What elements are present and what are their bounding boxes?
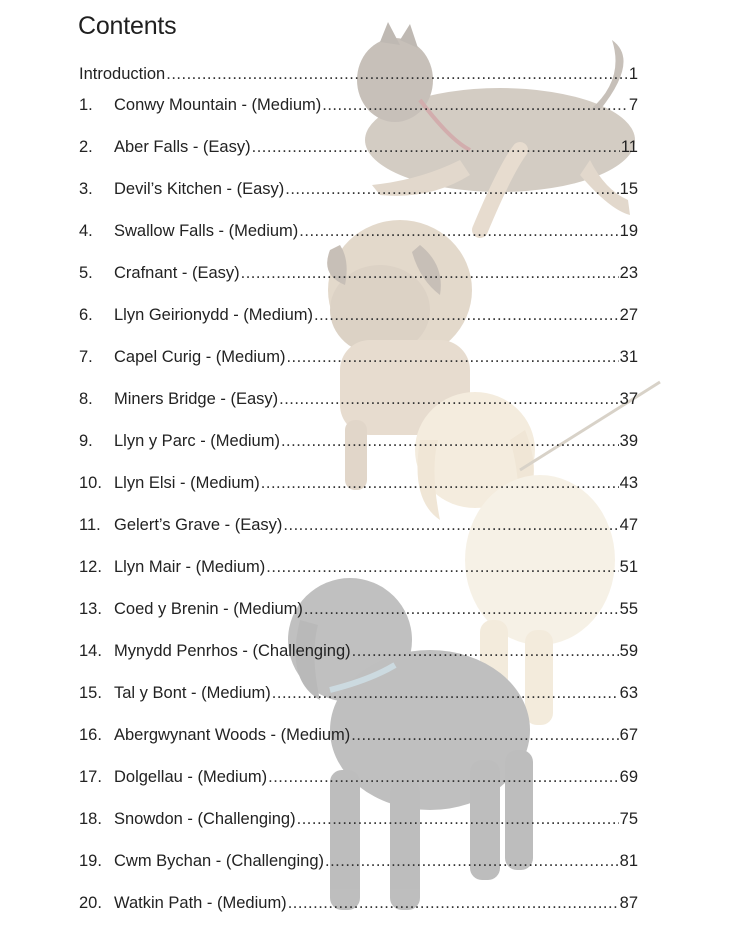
toc-entry-title: Gelert’s Grave - (Easy) — [114, 516, 283, 534]
toc-entry-title: Conwy Mountain - (Medium) — [114, 96, 322, 114]
toc-leader-dots — [351, 723, 618, 747]
toc-entry-number: 19. — [79, 852, 102, 870]
toc-entry-page: 27 — [619, 306, 638, 324]
toc-entry[interactable] — [79, 387, 638, 429]
toc-entry-number: 9. — [79, 432, 93, 450]
toc-entry-page: 55 — [619, 600, 638, 618]
toc-leader-dots — [352, 639, 619, 663]
toc-entry[interactable] — [79, 891, 638, 933]
toc-entry-number: 20. — [79, 894, 102, 912]
toc-entry-page: 15 — [619, 180, 638, 198]
toc-entry[interactable] — [79, 807, 638, 849]
toc-entry-page: 67 — [619, 726, 638, 744]
toc-entry[interactable] — [79, 261, 638, 303]
toc-entry-title: Dolgellau - (Medium) — [114, 768, 268, 786]
toc-entry-page: 19 — [619, 222, 638, 240]
toc-entry[interactable] — [79, 681, 638, 723]
toc-leader-dots — [272, 681, 619, 705]
toc-entry-title: Watkin Path - (Medium) — [114, 894, 287, 912]
table-of-contents — [79, 62, 638, 933]
toc-entry[interactable] — [79, 471, 638, 513]
toc-leader-dots — [297, 807, 619, 831]
toc-entry-title: Mynydd Penrhos - (Challenging) — [114, 642, 351, 660]
toc-entry-title: Capel Curig - (Medium) — [114, 348, 286, 366]
toc-leader-dots — [279, 387, 619, 411]
toc-entry-title: Devil’s Kitchen - (Easy) — [114, 180, 285, 198]
toc-entry-number: 8. — [79, 390, 93, 408]
toc-entry-number: 7. — [79, 348, 93, 366]
toc-entry-page: 23 — [619, 264, 638, 282]
toc-leader-dots — [286, 345, 618, 369]
toc-leader-dots — [261, 471, 619, 495]
toc-entry-number: 4. — [79, 222, 93, 240]
toc-entry-page: 69 — [619, 768, 638, 786]
toc-leader-dots — [268, 765, 619, 789]
toc-entry-title: Miners Bridge - (Easy) — [114, 390, 279, 408]
toc-leader-dots — [299, 219, 618, 243]
toc-leader-dots — [266, 555, 618, 579]
toc-entry-title: Llyn Geirionydd - (Medium) — [114, 306, 313, 324]
toc-entry-title: Tal y Bont - (Medium) — [114, 684, 271, 702]
toc-entry-number: 1. — [79, 96, 93, 114]
toc-entry-title: Llyn Elsi - (Medium) — [114, 474, 260, 492]
toc-entry-page: 47 — [619, 516, 638, 534]
toc-entry-number: 3. — [79, 180, 93, 198]
toc-entry-title: Llyn y Parc - (Medium) — [114, 432, 280, 450]
toc-leader-dots — [166, 62, 628, 86]
toc-entry-title: Llyn Mair - (Medium) — [114, 558, 266, 576]
toc-entry-page: 11 — [620, 138, 638, 156]
toc-leader-dots — [304, 597, 619, 621]
toc-entry-title: Swallow Falls - (Medium) — [114, 222, 299, 240]
toc-entry-page: 1 — [628, 65, 638, 83]
toc-entry-page: 75 — [619, 810, 638, 828]
toc-entry-number: 15. — [79, 684, 102, 702]
toc-entry[interactable] — [79, 345, 638, 387]
toc-entry-number: 18. — [79, 810, 102, 828]
toc-leader-dots — [281, 429, 619, 453]
toc-entry-number: 6. — [79, 306, 93, 324]
toc-entry-title: Abergwynant Woods - (Medium) — [114, 726, 351, 744]
toc-entry[interactable] — [79, 723, 638, 765]
toc-entry-number: 5. — [79, 264, 93, 282]
toc-entry-number: 12. — [79, 558, 102, 576]
toc-entry-number: 2. — [79, 138, 93, 156]
toc-entry[interactable] — [79, 555, 638, 597]
toc-entry-page: 7 — [628, 96, 638, 114]
toc-entry-page: 43 — [619, 474, 638, 492]
toc-leader-dots — [241, 261, 619, 285]
toc-entry-title: Snowdon - (Challenging) — [114, 810, 296, 828]
toc-entry-introduction[interactable] — [79, 62, 638, 86]
page-title: Contents — [78, 12, 177, 40]
toc-entry[interactable] — [79, 513, 638, 555]
toc-entry-title: Aber Falls - (Easy) — [114, 138, 251, 156]
toc-leader-dots — [314, 303, 619, 327]
toc-entry-page: 59 — [619, 642, 638, 660]
toc-entry[interactable] — [79, 303, 638, 345]
toc-entry[interactable] — [79, 135, 638, 177]
toc-entry[interactable] — [79, 429, 638, 471]
toc-entry-title: Coed y Brenin - (Medium) — [114, 600, 303, 618]
toc-entry-number: 11. — [79, 516, 101, 534]
toc-entry-page: 51 — [619, 558, 638, 576]
toc-entry[interactable] — [79, 177, 638, 219]
toc-leader-dots — [285, 177, 618, 201]
toc-entry-page: 39 — [619, 432, 638, 450]
toc-entry[interactable] — [79, 93, 638, 135]
toc-entry-number: 14. — [79, 642, 102, 660]
toc-entry-page: 37 — [619, 390, 638, 408]
toc-entry[interactable] — [79, 765, 638, 807]
toc-entry-title: Cwm Bychan - (Challenging) — [114, 852, 324, 870]
toc-entry[interactable] — [79, 849, 638, 891]
toc-leader-dots — [325, 849, 619, 873]
toc-entry-page: 87 — [619, 894, 638, 912]
toc-leader-dots — [288, 891, 619, 915]
toc-entry-page: 31 — [619, 348, 638, 366]
toc-entry-title: Introduction — [79, 65, 166, 83]
toc-entry[interactable] — [79, 639, 638, 681]
toc-leader-dots — [322, 93, 628, 117]
toc-entry[interactable] — [79, 597, 638, 639]
toc-entry-title: Crafnant - (Easy) — [114, 264, 240, 282]
toc-entry-number: 10. — [79, 474, 102, 492]
toc-entry-page: 81 — [619, 852, 638, 870]
toc-leader-dots — [283, 513, 618, 537]
toc-entry-number: 13. — [79, 600, 102, 618]
toc-entry-page: 63 — [619, 684, 638, 702]
toc-leader-dots — [252, 135, 620, 159]
toc-entry-number: 17. — [79, 768, 102, 786]
toc-entry-number: 16. — [79, 726, 102, 744]
toc-entry[interactable] — [79, 219, 638, 261]
